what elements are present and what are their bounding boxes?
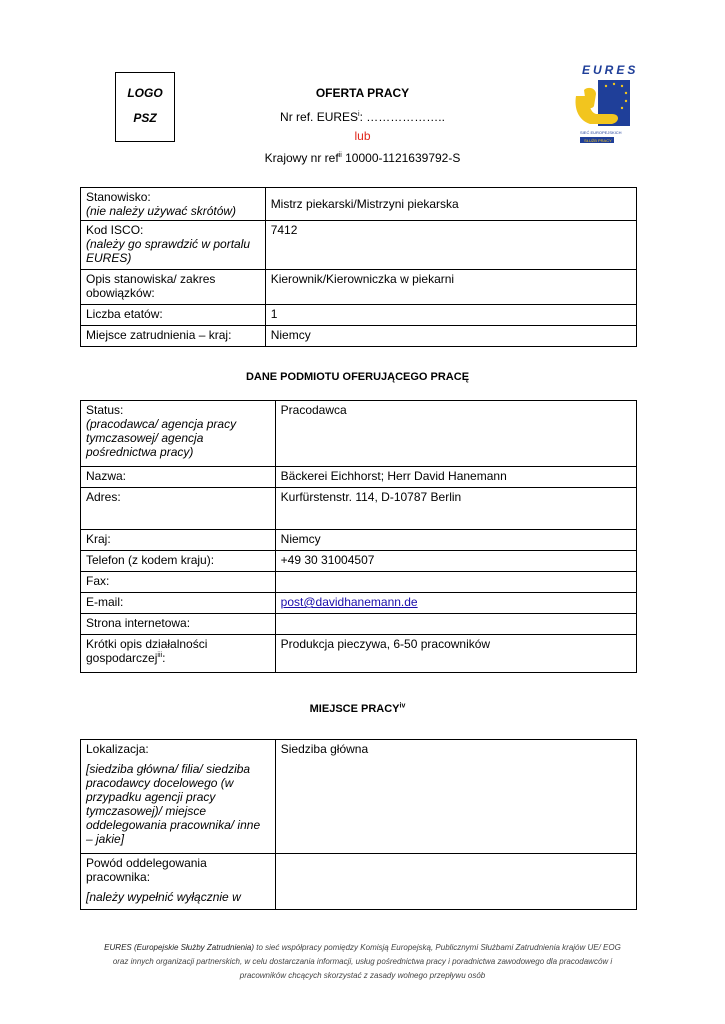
email-link[interactable]: post@davidhanemann.de [280, 595, 418, 609]
nr-ref-sup: i [358, 111, 360, 118]
stanowisko-value: Mistrz piekarski/Mistrzyni piekarska [265, 188, 636, 221]
table-row [81, 326, 637, 347]
fax-label: Fax: [81, 572, 276, 593]
table-row [81, 270, 637, 305]
page-title: OFERTA PRACY [315, 86, 410, 100]
employer-table [80, 400, 637, 673]
dzialalnosc-value: Produkcja pieczywa, 6-50 pracowników [275, 635, 636, 673]
eures-caption1: SIEĆ EUROPEJSKICH [580, 130, 622, 135]
fax-value [275, 572, 636, 593]
adres-label: Adres: [81, 488, 276, 530]
workplace-table [80, 739, 637, 910]
table-row [81, 488, 637, 530]
table-row [81, 635, 637, 673]
eures-hand-stars-icon [568, 60, 640, 148]
footer [60, 941, 665, 983]
table-row [81, 221, 637, 270]
nr-ref-value: : ……………….. [359, 110, 445, 124]
footer-line3: pracowników chcących skorzystać z zasady wolnego przepływu osób [239, 971, 486, 980]
stanowisko-label-cell: Stanowisko: (nie należy używać skrótów) [81, 188, 266, 221]
or-label: lub [354, 129, 371, 143]
logo-line1: LOGO [127, 86, 163, 100]
eures-letters: EURES [582, 63, 639, 77]
section-workplace-title: MIEJSCE PRACY$^{iv}$ [309, 702, 406, 715]
kraj-value: Niemcy [275, 530, 636, 551]
www-label: Strona internetowa: [81, 614, 276, 635]
email-label: E-mail: [81, 593, 276, 614]
lokalizacja-label-cell: Lokalizacja: [siedziba główna/ filia/ siedziba pracodawcy docelowego (w przypadku agencji pracy tymczasowej)/ miejsce oddelegowania pracownika/ inne – jakie] [81, 740, 276, 854]
logo-line2: PSZ [133, 111, 157, 125]
table-row [81, 593, 637, 614]
powod-label-cell: Powód oddelegowania pracownika: [należy wypełnić wyłącznie w [81, 854, 276, 910]
lokalizacja-value: Siedziba główna [275, 740, 636, 854]
table-row [81, 467, 637, 488]
isco-label-cell: Kod ISCO: (należy go sprawdzić w portalu EURES) [81, 221, 266, 270]
etaty-value: 1 [265, 305, 636, 326]
dzialalnosc-label-cell: Krótki opis działalności gospodarczej$^{iii}$: [81, 635, 276, 673]
nazwa-value: Bäckerei Eichhorst; Herr David Hanemann [275, 467, 636, 488]
opis-label: Opis stanowiska/ zakres obowiązków: [81, 270, 266, 305]
table-row [81, 188, 637, 221]
table-row [81, 530, 637, 551]
krajowy-value: 10000-1121639792-S [341, 151, 461, 165]
table-row [81, 551, 637, 572]
table-row [81, 740, 637, 854]
table-row [81, 305, 637, 326]
adres-value: Kurfürstenstr. 114, D-10787 Berlin [275, 488, 636, 530]
nazwa-label: Nazwa: [81, 467, 276, 488]
nr-ref-label: Nr ref. EURES [280, 110, 359, 124]
table-row [81, 854, 637, 910]
email-value-cell [275, 593, 636, 614]
table-row [81, 572, 637, 593]
status-label-cell: Status: (pracodawca/ agencja pracy tymczasowej/ agencja pośrednictwa pracy) [81, 401, 276, 467]
section-employer-title: DANE PODMIOTU OFERUJĄCEGO PRACĘ [245, 371, 470, 383]
krajowy-sup: ii [338, 152, 342, 159]
eures-logo [568, 60, 640, 148]
miejsce-label: Miejsce zatrudnienia – kraj: [81, 326, 266, 347]
footer-line1: EURES (Europejskie Służby Zatrudnienia) to sieć współpracy pomiędzy Komisją Europejską, Publicznymi Służbami Zatrudnienia krajów UE/ EOG [104, 943, 621, 952]
table-row [81, 614, 637, 635]
status-value: Pracodawca [275, 401, 636, 467]
www-value [275, 614, 636, 635]
telefon-label: Telefon (z kodem kraju): [81, 551, 276, 572]
nr-ref-line [200, 110, 525, 124]
telefon-value: +49 30 31004507 [275, 551, 636, 572]
opis-value: Kierownik/Kierowniczka w piekarni [265, 270, 636, 305]
krajowy-ref-line [200, 151, 525, 165]
footer-line2: oraz innych organizacji partnerskich, w celu dostarczania informacji, usług pośrednictwa pracy i poradnictwa zawodowego dla pracodawców i [112, 957, 613, 966]
miejsce-value: Niemcy [265, 326, 636, 347]
kraj-label: Kraj: [81, 530, 276, 551]
krajowy-label: Krajowy nr ref [264, 151, 339, 165]
job-table [80, 187, 637, 347]
eures-caption2: SŁUŻB PRACY [584, 138, 612, 143]
table-row [81, 401, 637, 467]
isco-value: 7412 [265, 221, 636, 270]
logo-placeholder [115, 72, 175, 142]
powod-value [275, 854, 636, 910]
etaty-label: Liczba etatów: [81, 305, 266, 326]
